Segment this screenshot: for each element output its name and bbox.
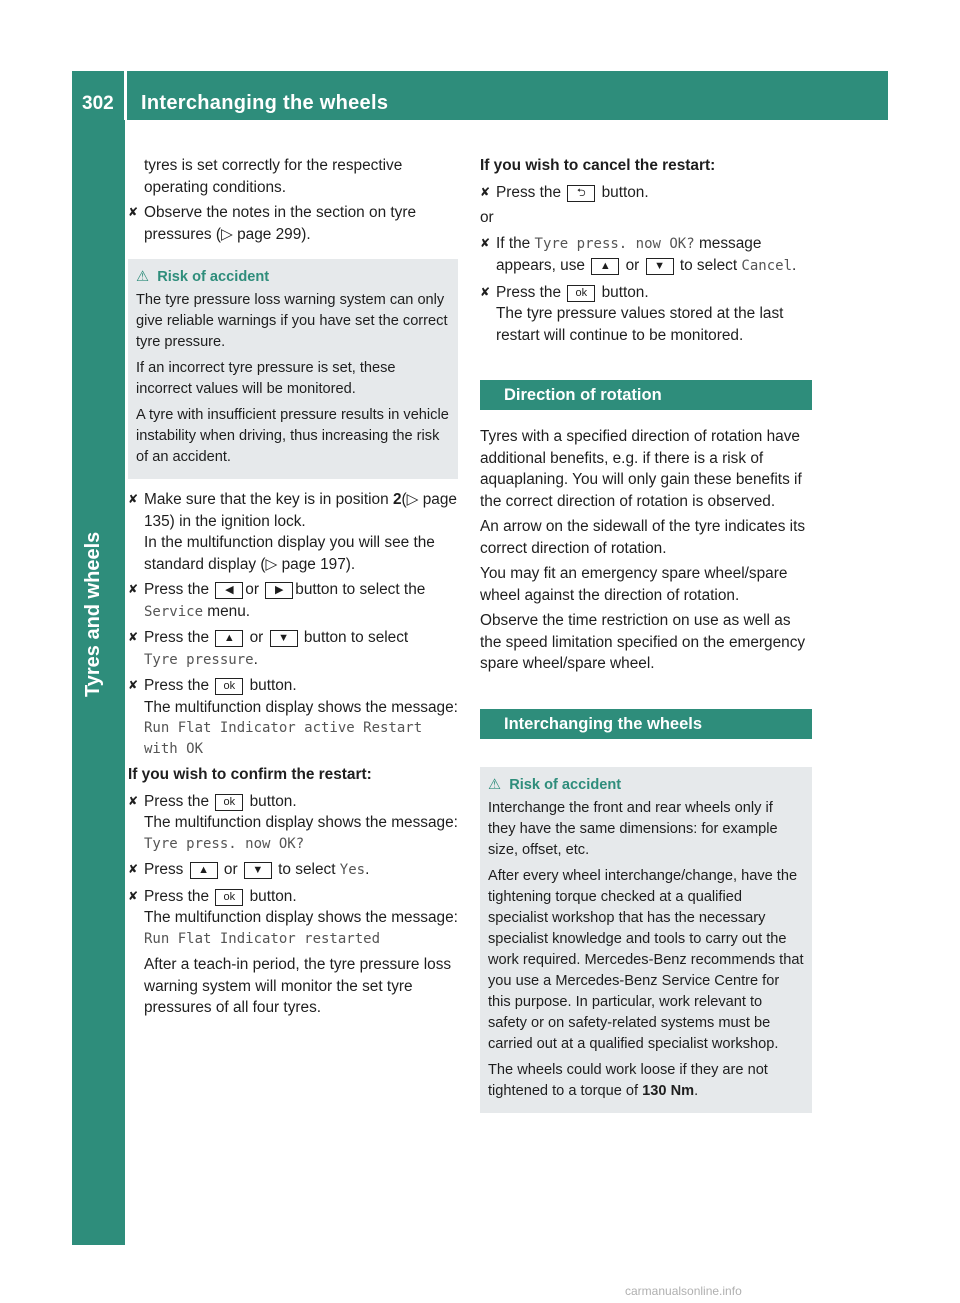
right-key-icon: ▶ (265, 582, 293, 599)
step-cancel-ok: ✘ Press the ok button. The tyre pressure values stored at the last restart will continue to be monitored. (480, 283, 784, 344)
step-select-tyre-pressure: ✘ Press the ▲ or ▼ button to select Tyre pressure. (128, 629, 409, 668)
warning-triangle-icon: ⚠ (488, 776, 502, 793)
step-press-ok: ✘ Press the ok button. The multifunction display shows the message: Run Flat Indicator active Restart with OK (128, 675, 458, 760)
step-select-yes: ✘ Press ▲ or ▼ to select Yes. (128, 859, 458, 882)
display-message: Tyre press. now OK? (144, 835, 305, 852)
right-column (480, 155, 812, 1123)
direction-paragraph: An arrow on the sidewall of the tyre indicates its correct direction of rotation. (480, 518, 806, 557)
back-key-icon: ⮌ (567, 185, 595, 202)
confirm-heading: If you wish to confirm the restart: (128, 766, 372, 783)
side-section-label: Tyres and wheels (82, 531, 104, 697)
warning-text: If an incorrect tyre pressure is set, these incorrect values will be monitored. (136, 360, 396, 397)
page-number: 302 (82, 93, 114, 114)
step-arrow-icon: ✘ (128, 630, 139, 644)
up-key-icon: ▲ (215, 630, 243, 647)
up-key-icon: ▲ (190, 862, 218, 879)
warning-triangle-icon: ⚠ (136, 269, 150, 285)
section-heading-interchange: Interchanging the wheels (480, 709, 812, 739)
step-arrow-icon: ✘ (480, 284, 491, 299)
or-text: or (480, 209, 494, 226)
warning-text: Interchange the front and rear wheels only if they have the same dimensions: for example size, offset, etc. (488, 799, 778, 858)
step-arrow-icon: ✘ (480, 184, 491, 199)
up-key-icon: ▲ (591, 258, 619, 275)
watermark: carmanualsonline.info (625, 1284, 742, 1298)
header-separator (124, 71, 127, 120)
step-arrow-icon: ✘ (128, 205, 139, 219)
left-key-icon: ◀ (215, 582, 243, 599)
intro-text: tyres is set correctly for the respective operating conditions. (144, 157, 403, 196)
direction-paragraph: Observe the time restriction on use as well as the speed limitation specified on the emergency spare wheel/spare wheel. (480, 612, 806, 672)
step-confirm-ok: ✘ Press the ok button. The multifunction display shows the message: Tyre press. now OK? (128, 791, 458, 856)
warning-text: A tyre with insufficient pressure results in vehicle instability when driving, thus increasing the risk of an accident. (136, 407, 449, 465)
warning-title: ⚠ Risk of accident (136, 269, 270, 285)
warning-box-interchange (480, 767, 812, 1113)
step-key-position: ✘ Make sure that the key is in position 2(▷ page 135) in the ignition lock. In the multifunction display you will see the standard display (▷ page 197). (128, 491, 457, 573)
page-title: Interchanging the wheels (141, 92, 389, 114)
down-key-icon: ▼ (270, 630, 298, 647)
direction-paragraph: Tyres with a specified direction of rotation have additional benefits, e.g. if there is a risk of aquaplaning. You will only gain these benefits if the correct direction of rotation is observed. (480, 428, 802, 510)
step-arrow-icon: ✘ (128, 888, 139, 903)
down-key-icon: ▼ (244, 862, 272, 879)
direction-paragraph: You may fit an emergency spare wheel/spare wheel against the direction of rotation. (480, 565, 788, 604)
ok-key-icon: ok (215, 794, 243, 811)
down-key-icon: ▼ (646, 258, 674, 275)
warning-box-tyre-pressure (128, 259, 458, 479)
step-cancel-select: ✘ If the Tyre press. now OK? message appears, use ▲ or ▼ to select Cancel. (480, 234, 797, 274)
step-arrow-icon: ✘ (128, 862, 139, 876)
step-arrow-icon: ✘ (128, 793, 139, 808)
step-arrow-icon: ✘ (128, 678, 139, 692)
display-message: Run Flat Indicator active Restart with OK (144, 720, 423, 757)
left-column (128, 155, 458, 1023)
step-cancel-back: ✘ Press the ⮌ button. (480, 182, 812, 204)
ok-key-icon: ok (215, 678, 243, 695)
step-arrow-icon: ✘ (480, 235, 491, 250)
cancel-heading: If you wish to cancel the restart: (480, 157, 716, 174)
step-select-service: ✘ Press the ◀ or ▶ button to select the Service menu. (128, 581, 426, 620)
step-arrow-icon: ✘ (128, 582, 139, 596)
warning-text: The wheels could work loose if they are not tightened to a torque of 130 Nm. (488, 1061, 768, 1099)
display-message: Run Flat Indicator restarted (144, 930, 381, 947)
step-arrow-icon: ✘ (128, 492, 139, 506)
warning-title: ⚠ Risk of accident (488, 776, 622, 793)
ok-key-icon: ok (567, 285, 595, 302)
step-observe: ✘ Observe the notes in the section on tyre pressures (▷ page 299). (128, 204, 417, 243)
ok-key-icon: ok (215, 889, 243, 906)
warning-text: The tyre pressure loss warning system can only give reliable warnings if you have set the correct tyre pressure. (136, 292, 448, 350)
step-confirm-restart: ✘ Press the ok button. The multifunction display shows the message: Run Flat Indicator restarted After a teach-in period, the tyre pressure loss warning system will monitor the set tyre pressures of all four tyres. (128, 887, 458, 1016)
warning-text: After every wheel interchange/change, have the tightening torque checked at a qualified specialist workshop that has the necessary specialist knowledge and tools to carry out the work required. Mercedes-Benz recommends that you use a Mercedes-Benz Service Centre for this purpose. In particular, work relevant to safety or on safety-related systems must be carried out at a qualified specialist workshop. (488, 867, 804, 1052)
section-heading-direction: Direction of rotation (480, 380, 812, 410)
